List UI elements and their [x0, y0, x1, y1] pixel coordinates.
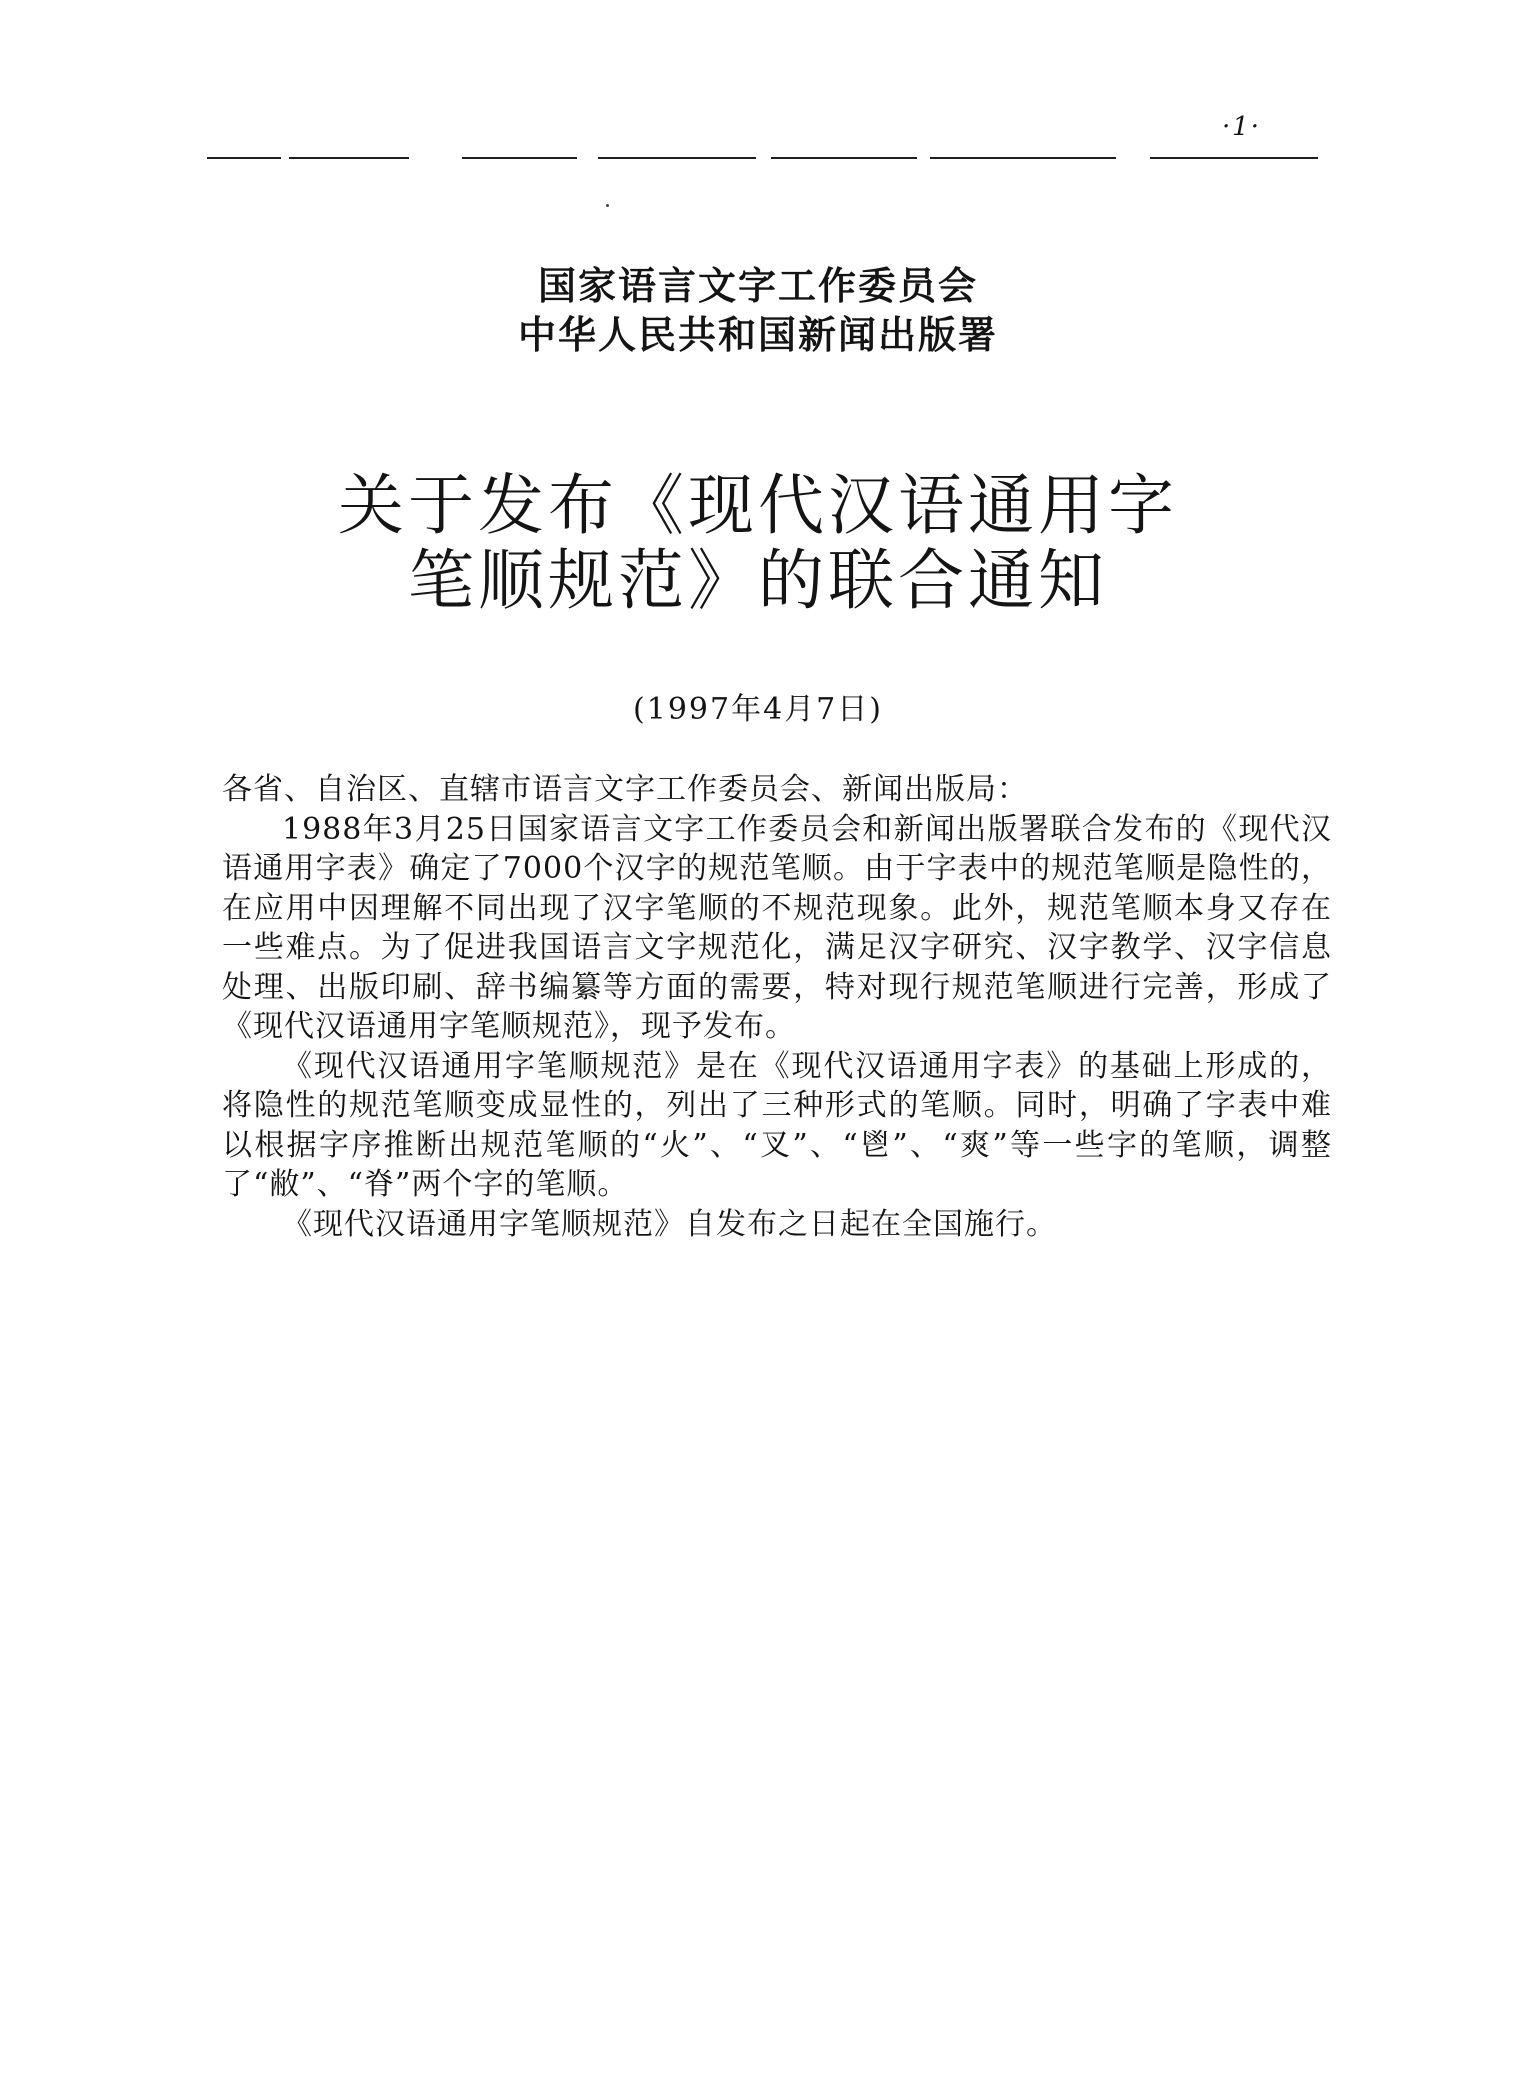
header-rule — [462, 157, 577, 159]
header-rule — [1150, 157, 1318, 159]
issuer-name: 中华人民共和国新闻出版署 — [517, 313, 998, 357]
header-rule — [289, 157, 409, 159]
notice-date: (1997年4月7日) — [633, 692, 883, 727]
header-rule — [598, 157, 756, 159]
body-paragraph: 《现代汉语通用字笔顺规范》自发布之日起在全国施行。 — [282, 1206, 1057, 1242]
body-paragraph: 《现代汉语通用字笔顺规范》是在《现代汉语通用字表》的基础上形成的，将隐性的规范笔顺变成显性的，列出了三种形式的笔顺。同时，明确了字表中难以根据字序推断出规范笔顺的“火”、“叉”、“鬯”、“爽”等一些字的笔顺，调整了“敝”、“脊”两个字的笔顺。 — [222, 1048, 1332, 1202]
scan-speck — [606, 204, 609, 207]
notice-body — [222, 770, 1332, 1244]
page-number: ·1· — [1222, 112, 1262, 142]
notice-title: 关于发布《现代汉语通用字 — [338, 467, 1178, 544]
header-rule — [771, 157, 917, 159]
header-rule — [207, 157, 281, 159]
notice-title: 笔顺规范》的联合通知 — [408, 542, 1108, 619]
salutation: 各省、自治区、直辖市语言文字工作委员会、新闻出版局： — [222, 772, 1028, 807]
body-paragraph: 1988年3月25日国家语言文字工作委员会和新闻出版署联合发布的《现代汉语通用字表》确定了7000个汉字的规范笔顺。由于字表中的规范笔顺是隐性的，在应用中因理解不同出现了汉字笔顺的不规范现象。此外，规范笔顺本身又存在一些难点。为了促进我国语言文字规范化，满足汉字研究、汉字教学、汉字信息处理、出版印刷、辞书编纂等方面的需要，特对现行规范笔顺进行完善，形成了《现代汉语通用字笔顺规范》，现予发布。 — [222, 811, 1332, 1044]
header-rule — [930, 157, 1116, 159]
issuer-name: 国家语言文字工作委员会 — [537, 264, 978, 308]
